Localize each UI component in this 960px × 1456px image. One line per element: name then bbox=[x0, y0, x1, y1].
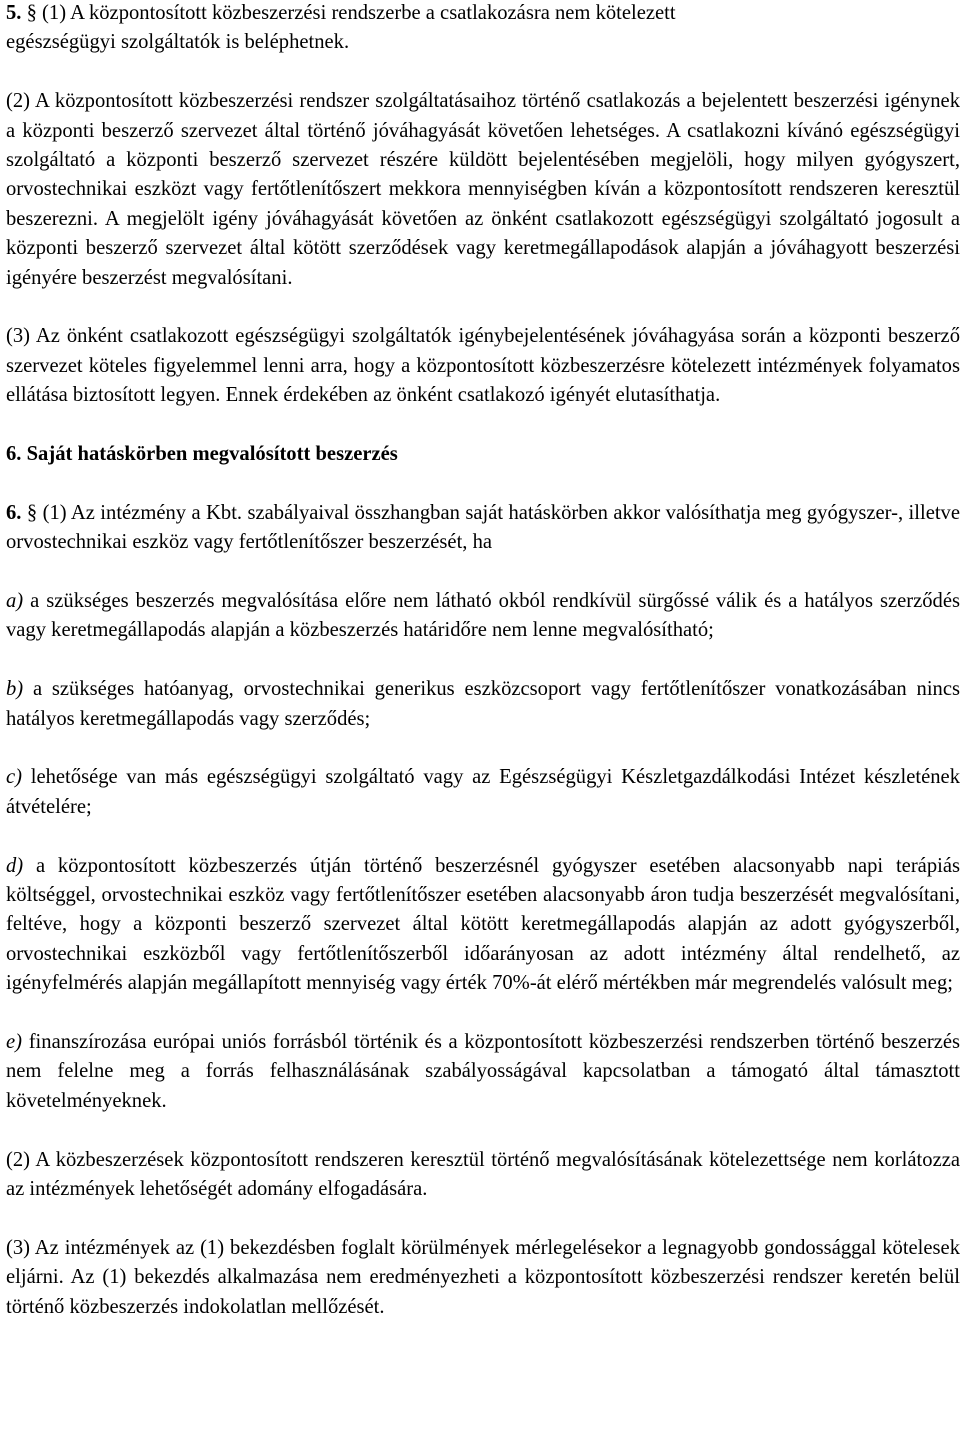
section-5-paragraph-2: (2) A központosított közbeszerzési rendszer szolgáltatásaihoz történő csatlakozás a bejelentett beszerzési igénynek a központi beszerző szervezet által történő jóváhagyását követően lehetséges. A csatlakozni kívánó egészségügyi szolgáltató a központi beszerző szervezet részére küldött bejelentésében megjelöli, hogy milyen gyógyszert, orvostechnikai eszközt vagy fertőtlenítőszert mekkora mennyiségben kíván a központosított rendszeren keresztül beszerezni. A megjelölt igény jóváhagyását követően az önként csatlakozott egészségügyi szolgáltató jogosult a központi beszerző szervezet által kötött szerződések vagy keretmegállapodások alapján a jóváhagyott beszerzési igényére beszerzést megvalósítani. bbox=[6, 90, 960, 289]
item-letter: c) bbox=[6, 766, 22, 789]
item-letter: e) bbox=[6, 1031, 22, 1054]
item-letter: d) bbox=[6, 854, 24, 877]
section-6-paragraph-2: (2) A közbeszerzések központosított rendszeren keresztül történő megvalósításának kötelezettsége nem korlátozza az intézmények lehetőségét adomány elfogadására. bbox=[6, 1148, 960, 1201]
section-sign: § bbox=[26, 501, 38, 524]
list-item-a bbox=[6, 587, 960, 646]
paragraph-text: (1) A központosított közbeszerzési rendszerbe a csatlakozásra nem kötelezett egészségügyi szolgáltatók is beléphetnek. bbox=[6, 2, 676, 54]
section-6-paragraph-1 bbox=[6, 499, 960, 558]
section-sign: § bbox=[26, 2, 37, 24]
item-text: a szükséges hatóanyag, orvostechnikai generikus eszközcsoport vagy fertőtlenítőszer vonatkozásában nincs hatályos keretmegállapodás vagy szerződés; bbox=[6, 678, 960, 730]
item-letter: b) bbox=[6, 678, 24, 701]
document-page bbox=[6, 0, 960, 1322]
list-item-e bbox=[6, 1028, 960, 1116]
section-number: 6. bbox=[6, 501, 22, 524]
section-6-paragraph-3: (3) Az intézmények az (1) bekezdésben foglalt körülmények mérlegelésekor a legnagyobb gondossággal kötelesek eljárni. Az (1) bekezdés alkalmazása nem eredményezheti a központosított közbeszerzési rendszer keretén belül történő közbeszerzés indokolatlan mellőzését. bbox=[6, 1236, 960, 1318]
section-number: 5. bbox=[6, 2, 22, 24]
item-text: a központosított közbeszerzés útján történő beszerzésnél gyógyszer esetében alacsonyabb napi terápiás költséggel, orvostechnikai eszköz vagy fertőtlenítőszer esetében alacsonyabb áron tudja beszerzését megvalósítani, feltéve, hogy a központi beszerző szervezet által kötött keretmegállapodás alapján az adott gyógyszerből, orvostechnikai eszközből vagy fertőtlenítőszerből időarányosan az adott intézmény által rendelhető, az igényfelmérés alapján megállapított mennyiség vagy érték 70%-át elérő mértékben már megrendelés valósult meg; bbox=[6, 854, 960, 995]
section-5-paragraph-1 bbox=[6, 0, 960, 58]
section-6-heading: 6. Saját hatáskörben megvalósított beszerzés bbox=[6, 443, 398, 466]
section-5-paragraph-3: (3) Az önként csatlakozott egészségügyi szolgáltatók igénybejelentésének jóváhagyása során a központi beszerző szervezet köteles figyelemmel lenni arra, hogy a központosított közbeszerzésre kötelezett intézmények folyamatos ellátása biztosított legyen. Ennek érdekében az önként csatlakozó igényét elutasíthatja. bbox=[6, 325, 960, 407]
list-item-c bbox=[6, 763, 960, 822]
item-text: a szükséges beszerzés megvalósítása előre nem látható okból rendkívül sürgőssé válik és a hatályos szerződés vagy keretmegállapodás alapján a közbeszerzés határidőre nem lenne megvalósítható; bbox=[6, 590, 960, 642]
item-text: finanszírozása európai uniós forrásból történik és a központosított közbeszerzési rendszerben történő beszerzés nem felelne meg a forrás felhasználásának szabályosságával kapcsolatban a támogató által támasztott követelményeknek. bbox=[6, 1031, 960, 1112]
paragraph-text: (1) Az intézmény a Kbt. szabályaival összhangban saját hatáskörben akkor valósíthatja meg gyógyszer-, illetve orvostechnikai eszköz vagy fertőtlenítőszer beszerzését, ha bbox=[6, 501, 960, 554]
item-text: lehetősége van más egészségügyi szolgáltató vagy az Egészségügyi Készletgazdálkodási Intézet készletének átvételére; bbox=[6, 766, 960, 818]
list-item-d bbox=[6, 852, 960, 999]
list-item-b bbox=[6, 675, 960, 734]
item-letter: a) bbox=[6, 590, 24, 613]
